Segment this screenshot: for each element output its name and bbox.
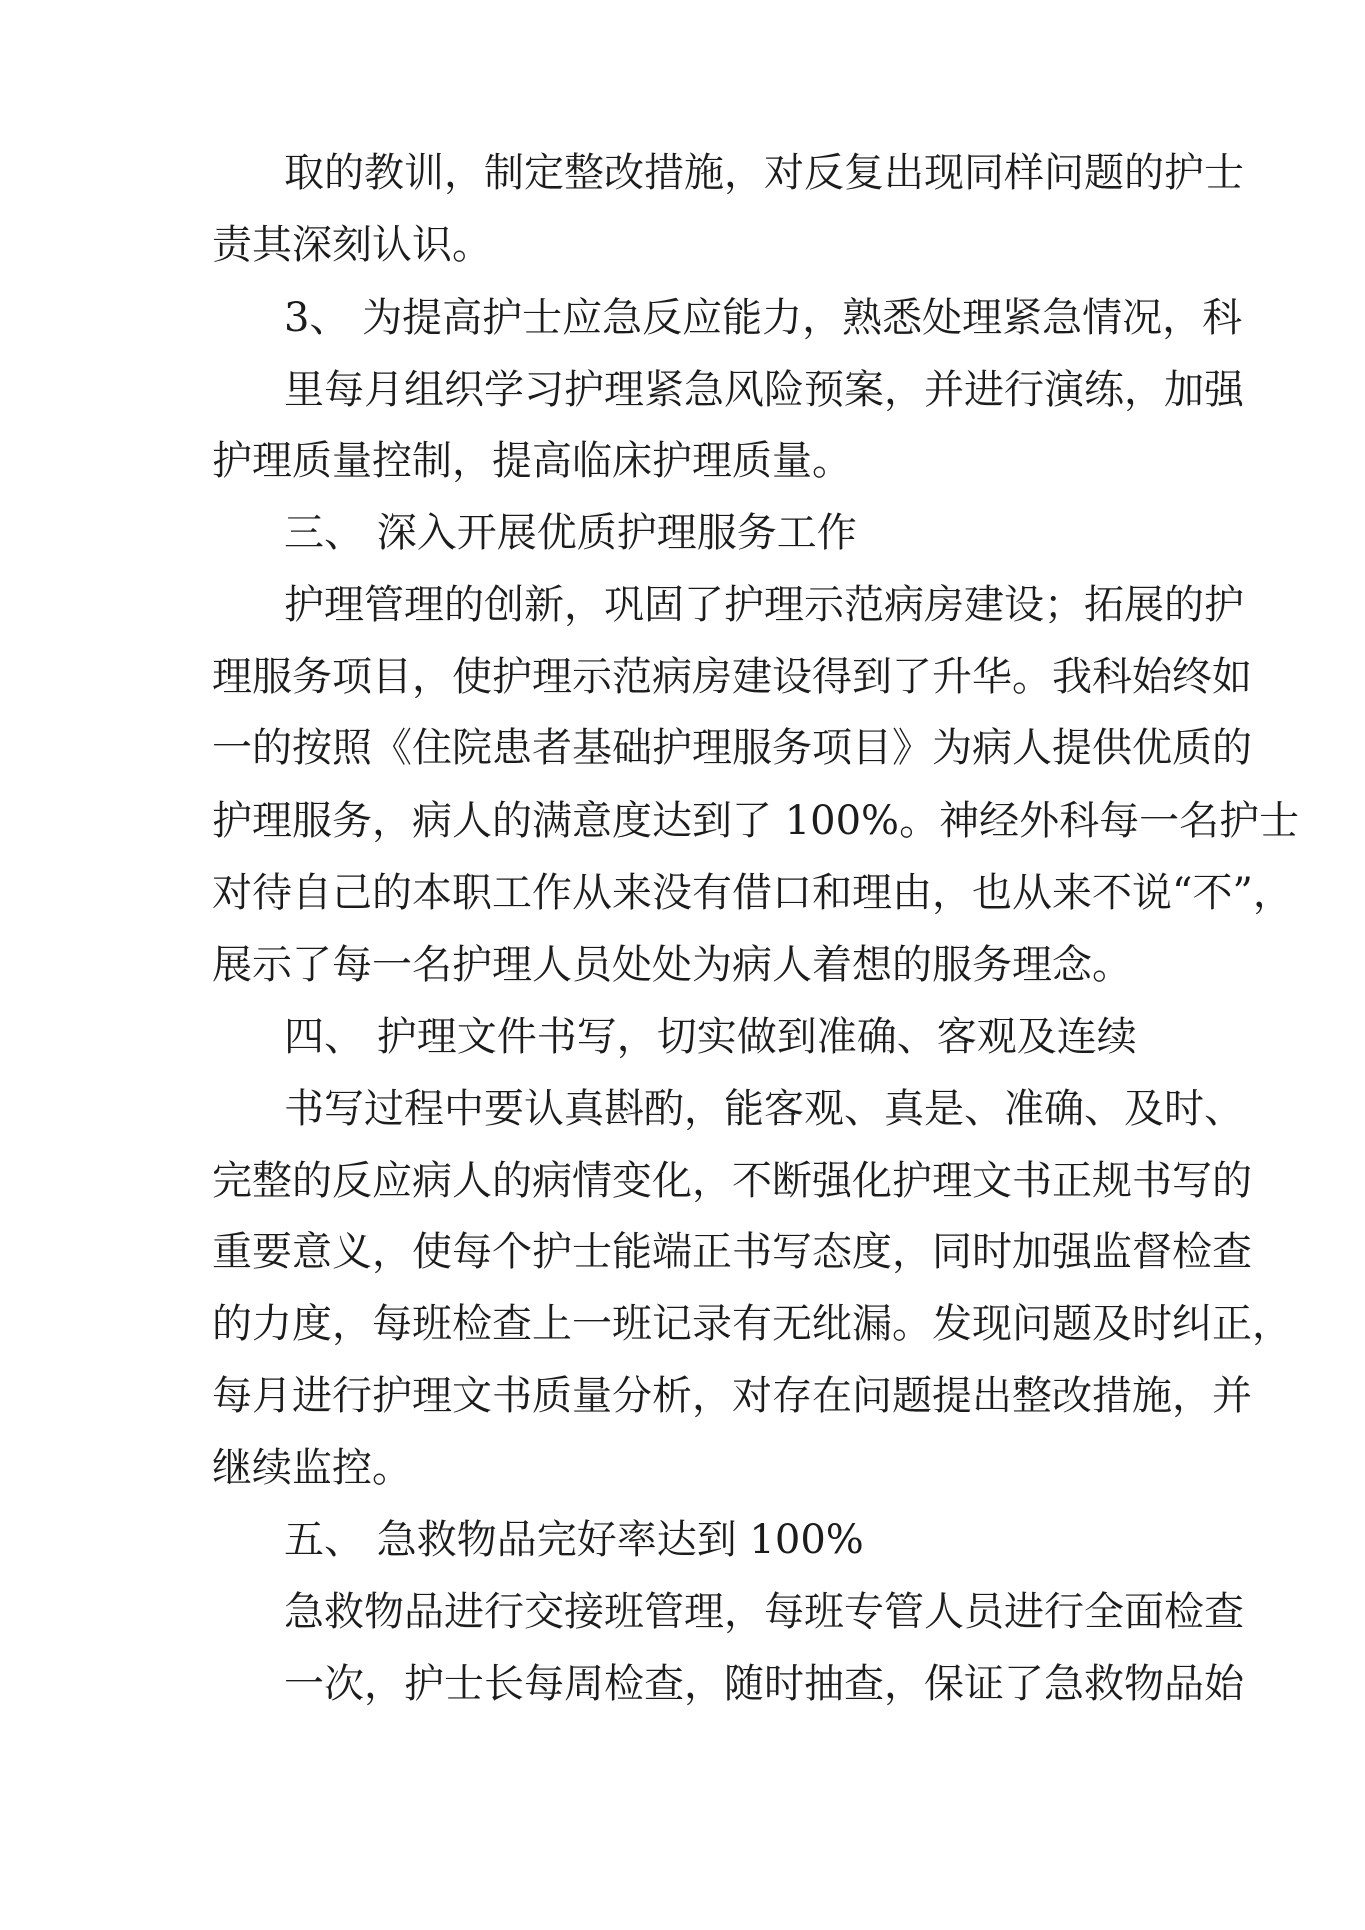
section-heading-5: 五、 急救物品完好率达到 100% bbox=[284, 1517, 864, 1563]
text-line-22: 一次，护士长每周检查，随时抽查，保证了急救物品始 bbox=[284, 1661, 1244, 1707]
text-line-10: 护理服务，病人的满意度达到了 100%。神经外科每一名护士 bbox=[212, 798, 1300, 844]
text-line-5: 护理质量控制，提高临床护理质量。 bbox=[212, 438, 852, 484]
text-line-12: 展示了每一名护理人员处处为病人着想的服务理念。 bbox=[212, 942, 1132, 988]
text-line-14: 书写过程中要认真斟酌，能客观、真是、准确、及时、 bbox=[284, 1086, 1244, 1132]
text-line-3: 3、 为提高护士应急反应能力，熟悉处理紧急情况，科 bbox=[284, 295, 1243, 341]
text-line-4: 里每月组织学习护理紧急风险预案，并进行演练，加强 bbox=[284, 367, 1244, 413]
text-line-19: 继续监控。 bbox=[212, 1445, 412, 1491]
text-line-7: 护理管理的创新，巩固了护理示范病房建设；拓展的护 bbox=[284, 582, 1244, 628]
text-line-17: 的力度，每班检查上一班记录有无纰漏。发现问题及时纠正， bbox=[212, 1301, 1292, 1347]
text-line-2: 责其深刻认识。 bbox=[212, 222, 492, 268]
text-line-16: 重要意义，使每个护士能端正书写态度，同时加强监督检查 bbox=[212, 1229, 1252, 1275]
text-line-11: 对待自己的本职工作从来没有借口和理由，也从来不说“不”， bbox=[212, 870, 1293, 916]
text-line-18: 每月进行护理文书质量分析，对存在问题提出整改措施，并 bbox=[212, 1373, 1252, 1419]
text-line-1: 取的教训，制定整改措施，对反复出现同样问题的护士 bbox=[284, 150, 1244, 196]
section-heading-3: 三、 深入开展优质护理服务工作 bbox=[284, 510, 857, 556]
text-line-9: 一的按照《住院患者基础护理服务项目》为病人提供优质的 bbox=[212, 725, 1252, 771]
text-line-15: 完整的反应病人的病情变化，不断强化护理文书正规书写的 bbox=[212, 1158, 1252, 1204]
text-line-21: 急救物品进行交接班管理，每班专管人员进行全面检查 bbox=[284, 1589, 1244, 1635]
text-line-8: 理服务项目，使护理示范病房建设得到了升华。我科始终如 bbox=[212, 654, 1252, 700]
section-heading-4: 四、 护理文件书写，切实做到准确、客观及连续 bbox=[284, 1014, 1137, 1060]
